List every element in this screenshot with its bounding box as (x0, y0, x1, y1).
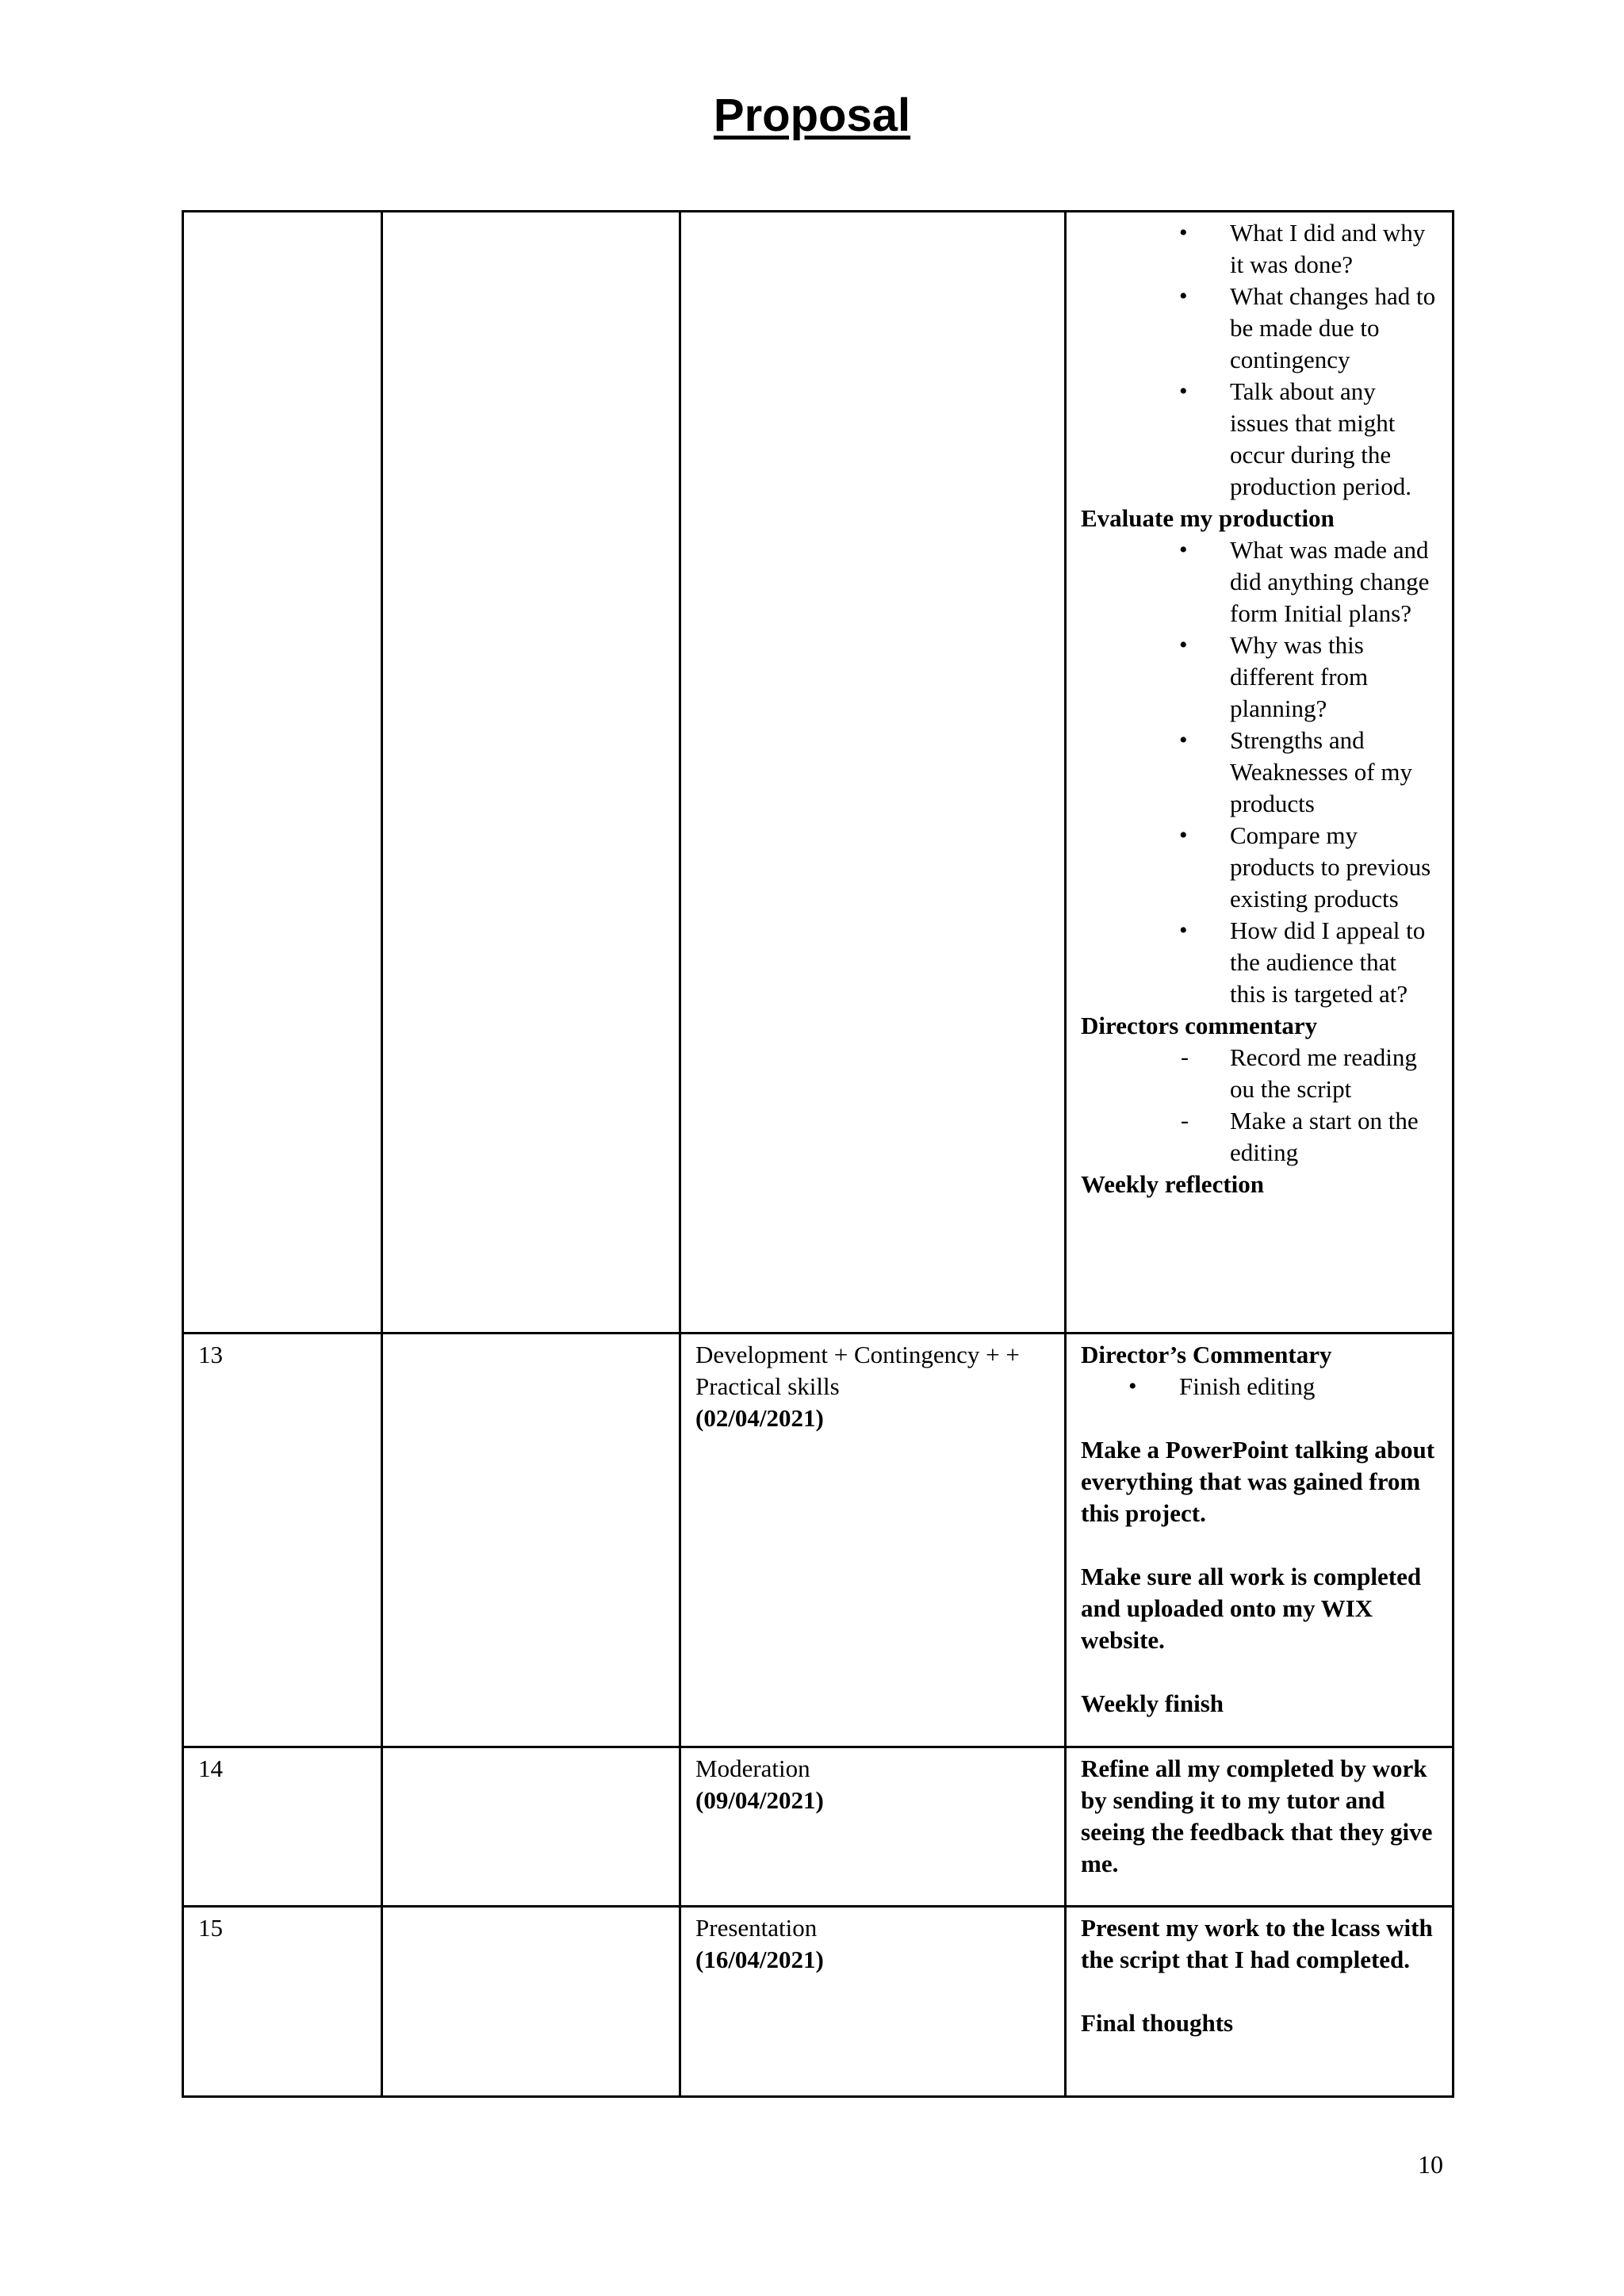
blank-cell (382, 1334, 680, 1747)
list-item: • What I did and why it was done? (1081, 217, 1438, 281)
section-heading: Evaluate my production (1081, 504, 1335, 532)
week-cell (183, 212, 382, 1334)
list-item: • Finish editing (1081, 1371, 1438, 1402)
table-row-14 (183, 1747, 1454, 1907)
table-row-continued (183, 212, 1454, 1334)
section-heading: Directors commentary (1081, 1012, 1318, 1039)
task-paragraph: Weekly finish (1081, 1689, 1224, 1717)
list-item: • Compare my products to previous existing products (1081, 820, 1438, 915)
table-row-15 (183, 1907, 1454, 2097)
tasks-cell (1066, 212, 1454, 1334)
list-item: • How did I appeal to the audience that this is targeted at? (1081, 915, 1438, 1010)
bullet-list (1081, 1371, 1438, 1402)
list-item: • Talk about any issues that might occur during the production period. (1081, 376, 1438, 503)
blank-cell (382, 1907, 680, 2097)
activity-date: (02/04/2021) (695, 1404, 824, 1432)
activity-label: Presentation (695, 1914, 818, 1942)
bullet-list-reflection (1081, 217, 1438, 503)
week-number: 15 (183, 1907, 382, 2097)
list-item: • What was made and did anything change form Initial plans? (1081, 534, 1438, 629)
page-number: 10 (1418, 2150, 1443, 2179)
table-row-13 (183, 1334, 1454, 1747)
planning-table (182, 210, 1454, 2098)
tasks-cell (1066, 1747, 1454, 1907)
page-title: Proposal (713, 90, 911, 141)
activity-cell (680, 212, 1066, 1334)
task-paragraph: Final thoughts (1081, 2009, 1234, 2037)
activity-date: (16/04/2021) (695, 1946, 824, 1973)
section-heading: Weekly reflection (1081, 1170, 1265, 1198)
dash-list-directors (1081, 1042, 1438, 1169)
bullet-list-evaluate (1081, 534, 1438, 1010)
week-number: 14 (183, 1747, 382, 1907)
task-paragraph: Present my work to the lcass with the script that I had completed. (1081, 1914, 1433, 1973)
section-heading: Director’s Commentary (1081, 1341, 1332, 1368)
task-paragraph: Refine all my completed by work by sending it to my tutor and seeing the feedback that they give me. (1081, 1755, 1433, 1877)
activity-cell (680, 1747, 1066, 1907)
tasks-cell (1066, 1907, 1454, 2097)
activity-cell (680, 1907, 1066, 2097)
activity-cell (680, 1334, 1066, 1747)
activity-label: Moderation (695, 1755, 810, 1782)
activity-label: Development + Contingency + + Practical skills (695, 1341, 1020, 1400)
task-paragraph: Make a PowerPoint talking about everything that was gained from this project. (1081, 1436, 1435, 1527)
list-item: • Strengths and Weaknesses of my products (1081, 725, 1438, 820)
list-item: - Record me reading ou the script (1081, 1042, 1438, 1105)
activity-date: (09/04/2021) (695, 1786, 824, 1814)
list-item: • What changes had to be made due to contingency (1081, 281, 1438, 376)
blank-cell (382, 212, 680, 1334)
week-number: 13 (183, 1334, 382, 1747)
blank-cell (382, 1747, 680, 1907)
task-paragraph: Make sure all work is completed and uploaded onto my WIX website. (1081, 1563, 1422, 1654)
tasks-cell (1066, 1334, 1454, 1747)
list-item: • Why was this different from planning? (1081, 629, 1438, 725)
list-item: - Make a start on the editing (1081, 1105, 1438, 1169)
